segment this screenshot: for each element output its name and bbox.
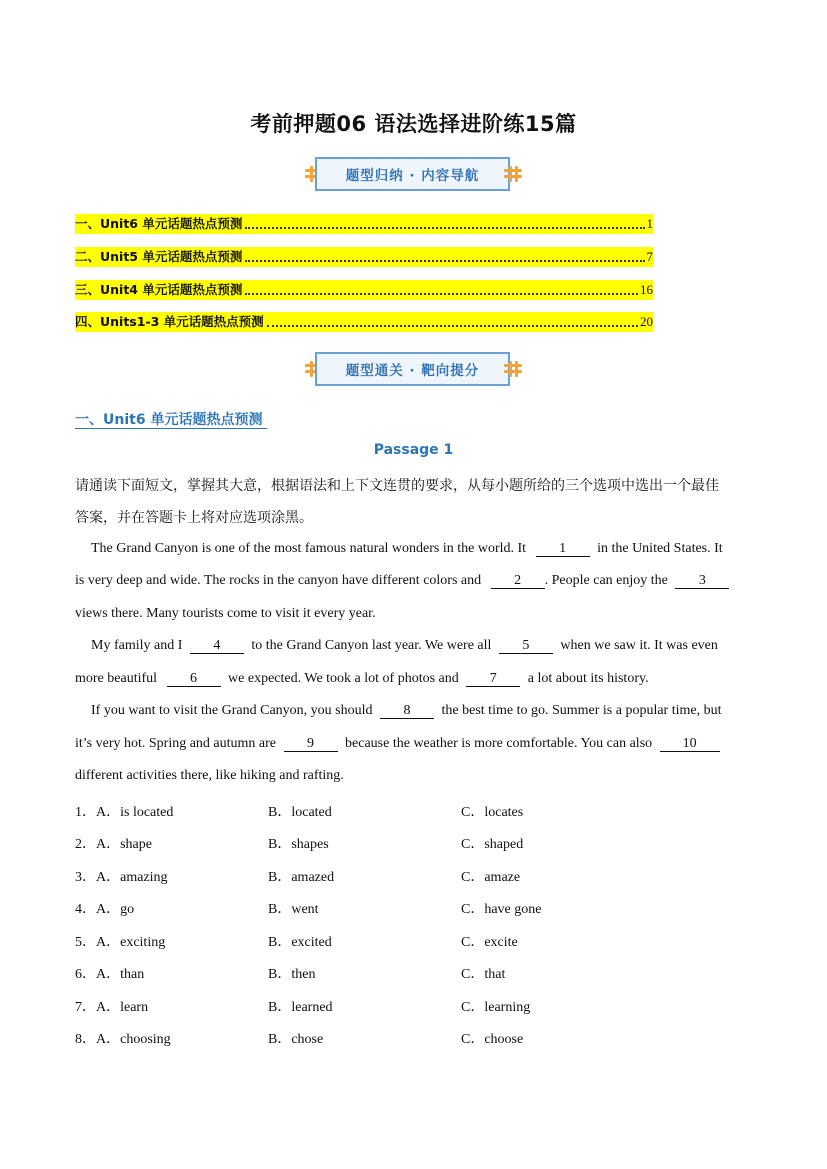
passage-text: more beautiful [75, 671, 158, 686]
option-b[interactable]: B．excited [268, 935, 332, 950]
passage-text: views there. Many tourists come to visit it every year. [75, 606, 376, 621]
passage-text: because the weather is more comfortable. You can also [345, 736, 653, 751]
toc-item-label: 三、Unit4 单元话题热点预测 [75, 282, 243, 297]
option-c[interactable]: C．locates [461, 805, 524, 820]
passage-text: . People can enjoy the [544, 573, 668, 588]
toc-leader-dots [245, 259, 644, 262]
toc-item-page: 1 [646, 216, 653, 231]
passage-line [75, 573, 729, 589]
toc-item-2[interactable] [75, 247, 653, 267]
option-a[interactable]: 6．A．than [75, 967, 145, 982]
document-title: 考前押题06 语法选择进阶练15篇 [250, 112, 577, 136]
instructions-line-2: 答案，并在答题卡上将对应选项涂黑。 [75, 510, 313, 526]
option-b[interactable]: B．shapes [268, 837, 329, 852]
option-a[interactable]: 3．A．amazing [75, 870, 168, 885]
toc-item-label: 二、Unit5 单元话题热点预测 [75, 249, 243, 264]
passage-text: to the Grand Canyon last year. We were all [251, 638, 492, 653]
toc-item-1[interactable] [75, 214, 653, 234]
passage-text: it’s very hot. Spring and autumn are [75, 736, 277, 751]
blank-7: 7 [466, 672, 520, 687]
passage-line [91, 541, 723, 557]
passage-text: My family and I [91, 638, 183, 653]
option-b[interactable]: B．amazed [268, 870, 335, 885]
passage-title: Passage 1 [373, 442, 454, 458]
toc-item-3[interactable] [75, 280, 653, 300]
option-a[interactable]: 1．A．is located [75, 805, 174, 820]
option-c[interactable]: C．have gone [461, 902, 542, 917]
toc-item-label: 四、Units1-3 单元话题热点预测 [75, 314, 264, 329]
passage-text: we expected. We took a lot of photos and [228, 671, 459, 686]
blank-5: 5 [499, 639, 553, 654]
toc-item-page: 16 [640, 282, 653, 297]
toc-leader-dots [267, 324, 638, 327]
passage-text: The Grand Canyon is one of the most famous natural wonders in the world. It [91, 541, 527, 556]
option-a[interactable]: 8．A．choosing [75, 1032, 171, 1047]
option-c[interactable]: C．that [461, 967, 506, 982]
passage-text: different activities there, like hiking and rafting. [75, 768, 344, 783]
instructions-line-1: 请通读下面短文，掌握其大意，根据语法和上下文连贯的要求，从每小题所给的三个选项中选出一个最佳 [75, 478, 719, 494]
blank-8: 8 [380, 704, 434, 719]
passage-line [91, 703, 722, 719]
blank-9: 9 [284, 737, 338, 752]
toc-leader-dots [245, 226, 644, 229]
option-a[interactable]: 2．A．shape [75, 837, 152, 852]
blank-6: 6 [167, 672, 221, 687]
question-row [75, 963, 755, 981]
passage-line [75, 736, 720, 752]
question-row [75, 1028, 755, 1046]
question-row [75, 996, 755, 1014]
option-c[interactable]: C．excite [461, 935, 518, 950]
option-a[interactable]: 7．A．learn [75, 1000, 149, 1015]
toc-item-page: 20 [640, 314, 653, 329]
option-b[interactable]: B．learned [268, 1000, 333, 1015]
option-a[interactable]: 4．A．go [75, 902, 135, 917]
option-a[interactable]: 5．A．exciting [75, 935, 166, 950]
option-c[interactable]: C．shaped [461, 837, 524, 852]
passage-line [75, 606, 376, 622]
question-row [75, 866, 755, 884]
blank-3: 3 [675, 574, 729, 589]
option-c[interactable]: C．choose [461, 1032, 524, 1047]
passage-line [75, 671, 649, 687]
banner-right-ornament-icon [502, 361, 524, 377]
banner-targeted-practice [303, 352, 524, 390]
question-row [75, 931, 755, 949]
passage-text: a lot about its history. [527, 671, 649, 686]
toc-leader-dots [245, 292, 638, 295]
option-c[interactable]: C．learning [461, 1000, 531, 1015]
blank-1: 1 [536, 542, 590, 557]
blank-4: 4 [190, 639, 244, 654]
passage-line [75, 768, 344, 784]
option-b[interactable]: B．located [268, 805, 332, 820]
passage-text: If you want to visit the Grand Canyon, you should [91, 703, 373, 718]
banner-right-ornament-icon [502, 166, 524, 182]
toc-item-label: 一、Unit6 单元话题热点预测 [75, 216, 243, 231]
question-row [75, 801, 755, 819]
question-row [75, 898, 755, 916]
blank-10: 10 [660, 737, 720, 752]
passage-text: when we saw it. It was even [560, 638, 718, 653]
banner-label: 题型通关 · 靶向提分 [315, 352, 510, 386]
blank-2: 2 [491, 574, 545, 589]
banner-label: 题型归纳 · 内容导航 [315, 157, 510, 191]
question-row [75, 833, 755, 851]
option-b[interactable]: B．went [268, 902, 319, 917]
option-c[interactable]: C．amaze [461, 870, 521, 885]
option-b[interactable]: B．chose [268, 1032, 324, 1047]
toc-item-page: 7 [646, 249, 653, 264]
section-heading-unit6[interactable]: 一、Unit6 单元话题热点预测 [75, 412, 268, 428]
passage-text: the best time to go. Summer is a popular time, but [441, 703, 722, 718]
passage-text: in the United States. It [597, 541, 723, 556]
passage-text: is very deep and wide. The rocks in the canyon have different colors and [75, 573, 482, 588]
option-b[interactable]: B．then [268, 967, 316, 982]
toc-item-4[interactable] [75, 312, 653, 332]
banner-content-navigation [303, 157, 524, 195]
passage-line [91, 638, 718, 654]
